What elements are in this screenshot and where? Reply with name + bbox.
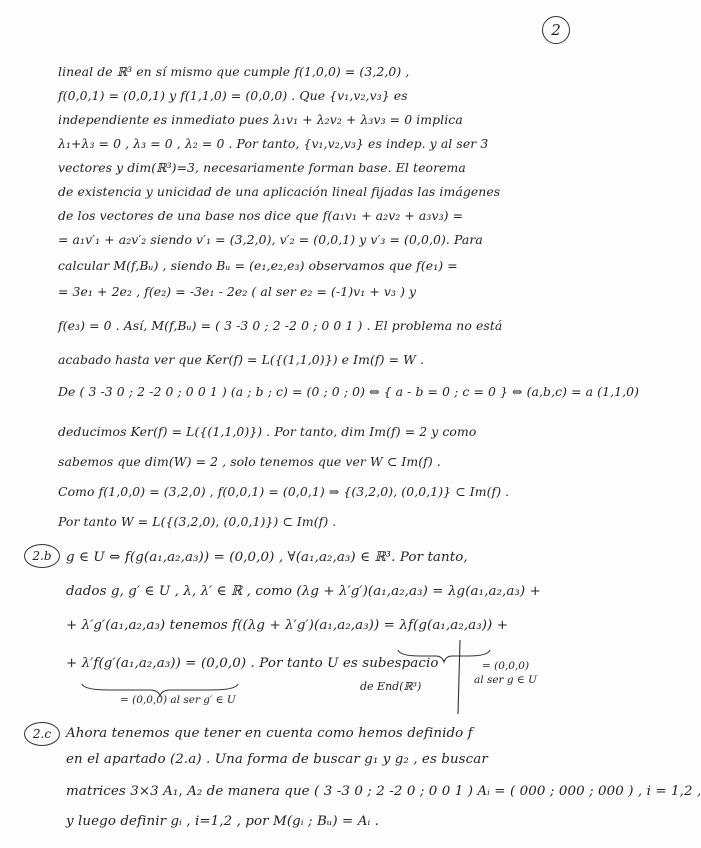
text-line: = a₁v′₁ + a₂v′₂ siendo v′₁ = (3,2,0), v′₂ = (0,0,1) y v′₃ = (0,0,0). Para	[58, 232, 483, 247]
text-line: en el apartado (2.a) . Una forma de buscar g₁ y g₂ , es buscar	[66, 752, 488, 767]
text-line: f(0,0,1) = (0,0,1) y f(1,1,0) = (0,0,0) . Que {v₁,v₂,v₃} es	[58, 88, 408, 103]
text-line: dados g, g′ ∈ U , λ, λ′ ∈ ℝ , como (λg + λ′g′)(a₁,a₂,a₃) = λg(a₁,a₂,a₃) +	[66, 584, 541, 599]
text-line-system: De ( 3 -3 0 ; 2 -2 0 ; 0 0 1 ) (a ; b ; c) = (0 ; 0 ; 0) ⇔ { a - b = 0 ; c = 0 } ⇔ (a,b,c) = a (1,1,0)	[58, 384, 640, 399]
text-line: vectores y dim(ℝ³)=3, necesariamente forman base. El teorema	[58, 160, 466, 175]
text-line: de los vectores de una base nos dice que f(a₁v₁ + a₂v₂ + a₃v₃) =	[58, 208, 464, 223]
text-line: g ∈ U ⇔ f(g(a₁,a₂,a₃)) = (0,0,0) , ∀(a₁,a₂,a₃) ∈ ℝ³. Por tanto,	[66, 550, 468, 565]
text-line: acabado hasta ver que Ker(f) = L({(1,1,0)}) e Im(f) = W .	[58, 352, 425, 367]
end-space-note: de End(ℝ³)	[360, 680, 422, 693]
text-line: λ₁+λ₃ = 0 , λ₃ = 0 , λ₂ = 0 . Por tanto, {v₁,v₂,v₃} es indep. y al ser 3	[58, 136, 489, 151]
section-tag-2b: 2.b	[24, 544, 60, 568]
page-number: 2	[542, 16, 570, 44]
text-line: independiente es inmediato pues λ₁v₁ + λ₂v₂ + λ₃v₃ = 0 implica	[58, 112, 463, 127]
section-tag-2c: 2.c	[24, 722, 60, 746]
brace-note-right-1: = (0,0,0)	[482, 660, 530, 672]
text-line: Por tanto W = L({(3,2,0), (0,0,1)}) ⊂ Im(f) .	[58, 514, 337, 529]
text-line: y luego definir gᵢ , i=1,2 , por M(gᵢ ; Bᵤ) = Aᵢ .	[66, 814, 379, 829]
text-line: Ahora tenemos que tener en cuenta como hemos definido f	[66, 726, 473, 741]
text-line: lineal de ℝ³ en sí mismo que cumple f(1,0,0) = (3,2,0) ,	[58, 64, 410, 79]
text-line-matrix: matrices 3×3 A₁, A₂ de manera que ( 3 -3 0 ; 2 -2 0 ; 0 0 1 ) Aᵢ = ( 000 ; 000 ; 000 ) , i = 1,2 ,	[66, 784, 701, 799]
brace-note-left: = (0,0,0) al ser g′ ∈ U	[120, 694, 236, 706]
text-line: Como f(1,0,0) = (3,2,0) , f(0,0,1) = (0,0,1) ⇒ {(3,2,0), (0,0,1)} ⊂ Im(f) .	[58, 484, 510, 499]
text-line: = 3e₁ + 2e₂ , f(e₂) = -3e₁ - 2e₂ ( al ser e₂ = (-1)v₁ + v₃ ) y	[58, 284, 417, 299]
text-line: + λ′f(g′(a₁,a₂,a₃)) = (0,0,0) . Por tanto U es subespacio	[66, 656, 439, 671]
text-line: deducimos Ker(f) = L({(1,1,0)}) . Por tanto, dim Im(f) = 2 y como	[58, 424, 477, 439]
text-line: + λ′g′(a₁,a₂,a₃) tenemos f((λg + λ′g′)(a₁,a₂,a₃)) = λf(g(a₁,a₂,a₃)) +	[66, 618, 509, 633]
text-line: de existencia y unicidad de una aplicación lineal fijadas las imágenes	[58, 184, 501, 199]
text-line-matrix: f(e₃) = 0 . Así, M(f,Bᵤ) = ( 3 -3 0 ; 2 -2 0 ; 0 0 1 ) . El problema no está	[58, 318, 503, 333]
vertical-separator	[458, 640, 460, 714]
text-line: sabemos que dim(W) = 2 , solo tenemos que ver W ⊂ Im(f) .	[58, 454, 441, 469]
text-line: calcular M(f,Bᵤ) , siendo Bᵤ = (e₁,e₂,e₃) observamos que f(e₁) =	[58, 258, 458, 273]
brace-note-right-2: al ser g ∈ U	[474, 674, 537, 686]
